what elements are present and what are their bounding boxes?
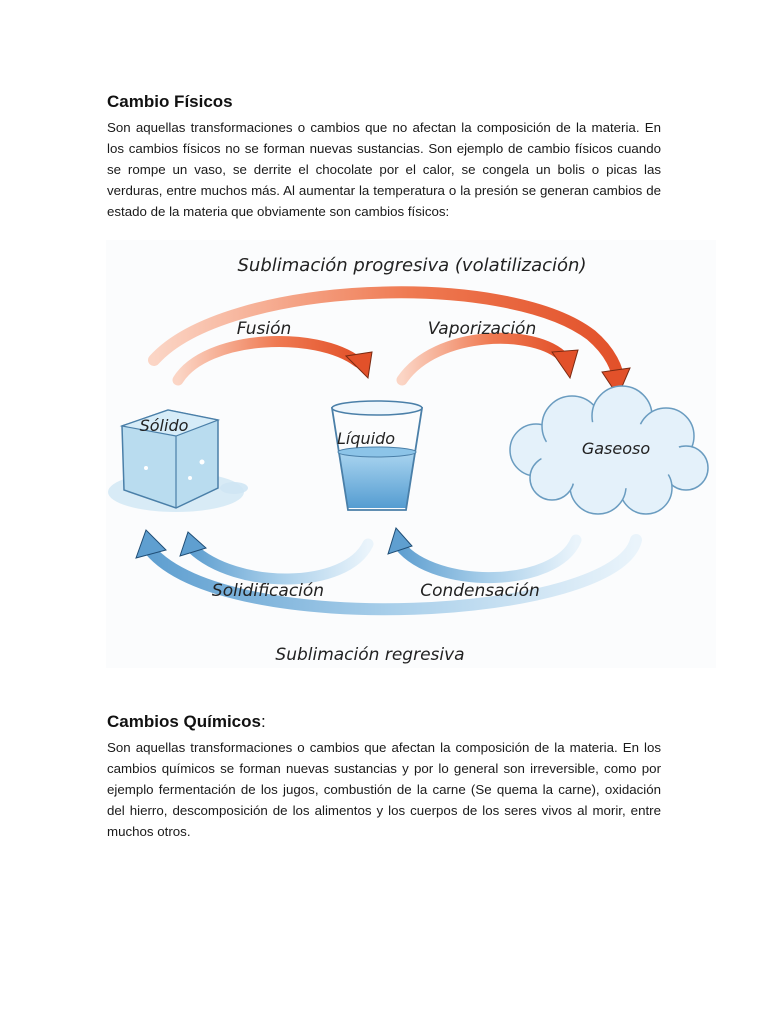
solid-state-label: Sólido — [139, 416, 189, 435]
physical-changes-heading — [107, 92, 233, 112]
sublimation-regressive-label: Sublimación regresiva — [275, 645, 465, 665]
solidification-label: Solidificación — [211, 581, 325, 601]
physical-changes-title: Cambio Físicos — [107, 92, 233, 111]
sublimation-progressive-label: Sublimación progresiva (volatilización) — [237, 255, 587, 276]
physical-changes-paragraph: Son aquellas transformaciones o cambios que no afectan la composición de la materia. En los cambios físicos no se forman nuevas sustancias. Son ejemplo de cambio físicos cuando se rompe un vaso, se derrite el chocolate por el calor, se congela un bolis o picas las verduras, entre muchos más. Al aumentar la temperatura o la presión se generan cambios de estado de la materia que obviamente son cambios físicos: — [107, 120, 661, 219]
chemical-changes-heading — [107, 712, 266, 732]
gas-state-label: Gaseoso — [581, 439, 651, 458]
chemical-changes-title: Cambios Químicos — [107, 712, 261, 731]
liquid-state-label: Líquido — [336, 429, 396, 448]
vaporization-label: Vaporización — [427, 319, 537, 339]
condensation-label: Condensación — [420, 581, 540, 601]
chemical-changes-paragraph: Son aquellas transformaciones o cambios que afectan la composición de la materia. En los cambios químicos se forman nuevas sustancias y por lo general son irreversible, como por ejemplo fermentación de los jugos, combustión de la carne (Se quema la carne), oxidación del hierro, descomposición de los alimentos y los cuerpos de los seres vivos al morir, entre muchos otros. — [107, 740, 661, 839]
fusion-label: Fusión — [236, 319, 292, 339]
chemical-changes-colon: : — [260, 712, 266, 731]
state-changes-diagram — [106, 240, 716, 668]
